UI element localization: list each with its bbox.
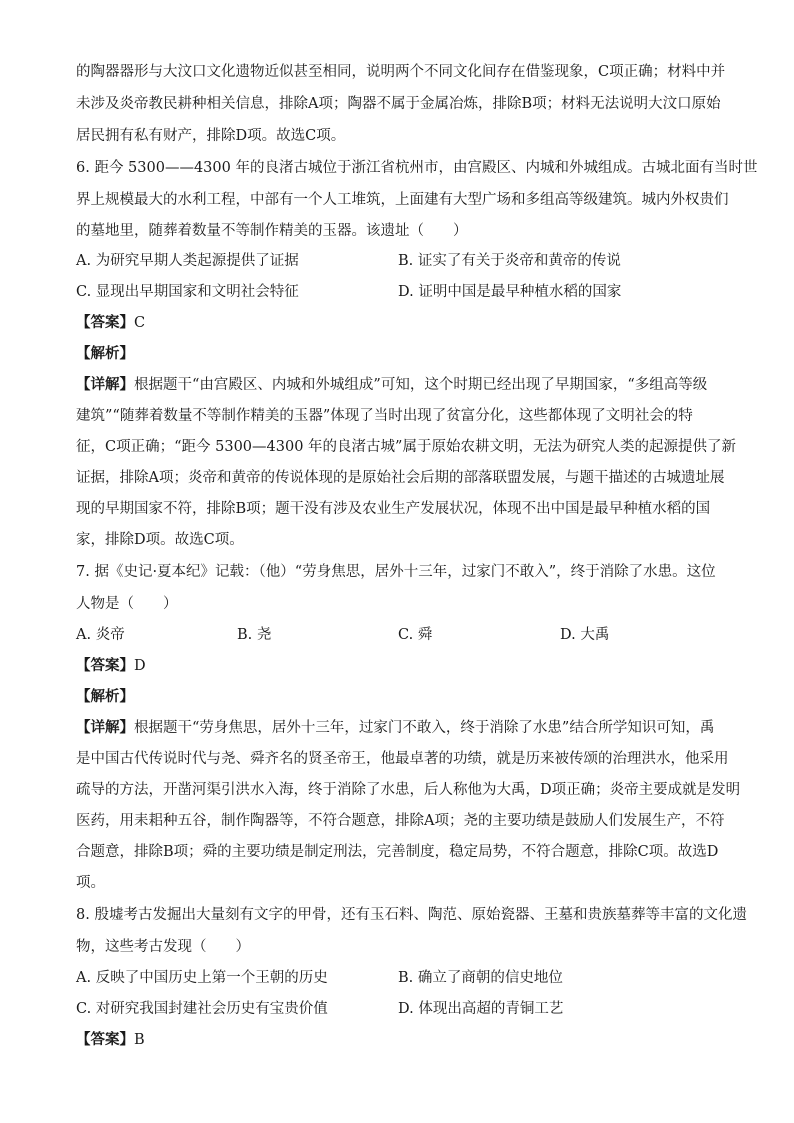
answer-tag: 【答案】 [76, 315, 134, 331]
answer-value: B [134, 1032, 145, 1048]
q8-stem-line-2: 物，这些考古发现（ ） [76, 939, 250, 955]
q6-answer [76, 313, 736, 333]
q6-detail-line-5: 现的早期国家不符，排除B项；题干没有涉及农业生产发展状况，体现不出中国是最早种植水稻的国 [76, 501, 711, 517]
q6-detail-line-4: 证据，排除A项；炎帝和黄帝的传说体现的是原始社会后期的部落联盟发展，与题干描述的古城遗址展 [76, 470, 725, 486]
q7-detail-line-4: 医药，用耒耜种五谷，制作陶器等，不符合题意，排除A项；尧的主要功绩是鼓励人们发展生产，不符 [76, 813, 725, 829]
q6-detail-line-1 [76, 375, 736, 395]
detail-text: 根据题干“由宫殿区、内城和外城组成”可知，这个时期已经出现了早期国家，“多组高等级 [134, 377, 708, 393]
q7-detail-line-2: 是中国古代传说时代与尧、舜齐名的贤圣帝王，他最卓著的功绩，就是历来被传颂的治理洪水，他采用 [76, 751, 729, 767]
q7-detail-line-6: 项。 [76, 875, 105, 891]
q6-detail-line-3: 征，C项正确；“距今 5300—4300 年的良渚古城”属于原始农耕文明，无法为研究人类的起源提供了新 [76, 439, 736, 455]
q6-stem-line-2: 界上规模最大的水利工程，中部有一个人工堆筑，上面建有大型广场和多组高等级建筑。城内外权贵们 [76, 192, 729, 208]
q7-analysis-heading [76, 687, 736, 707]
q6-stem-line-1: 6. 距今 5300——4300 年的良渚古城位于浙江省杭州市，由宫殿区、内城和外城组成。古城北面有当时世 [76, 160, 758, 176]
q8-option-b: B. 确立了商朝的信史地位 [398, 970, 563, 986]
detail-tag: 【详解】 [76, 720, 134, 736]
q7-stem-line-1: 7. 据《史记·夏本纪》记载：（他）“劳身焦思，居外十三年，过家门不敢入”，终于消除了水患。这位 [76, 564, 716, 580]
analysis-tag: 【解析】 [76, 689, 134, 705]
prev-analysis-line-2: 未涉及炎帝教民耕种相关信息，排除A项；陶器不属于金属冶炼，排除B项；材料无法说明大汶口原始 [76, 96, 721, 112]
q6-detail-line-6: 家，排除D项。故选C项。 [76, 532, 244, 548]
answer-value: C [134, 315, 146, 331]
answer-tag: 【答案】 [76, 658, 134, 674]
q6-stem-line-3: 的墓地里，随葬着数量不等制作精美的玉器。该遗址（ ） [76, 223, 468, 239]
q8-option-a: A. 反映了中国历史上第一个王朝的历史 [76, 970, 328, 986]
analysis-tag: 【解析】 [76, 346, 134, 362]
q7-detail-line-3: 疏导的方法，开凿河渠引洪水入海，终于消除了水患，后人称他为大禹，D项正确；炎帝主要成就是发明 [76, 782, 741, 798]
q8-option-d: D. 体现出高超的青铜工艺 [398, 1001, 564, 1017]
answer-tag: 【答案】 [76, 1032, 134, 1048]
q8-option-c: C. 对研究我国封建社会历史有宝贵价值 [76, 1001, 328, 1017]
detail-text: 根据题干“劳身焦思，居外十三年，过家门不敢入，终于消除了水患”结合所学知识可知，禹 [134, 720, 715, 736]
q8-answer [76, 1030, 736, 1050]
q7-option-a: A. 炎帝 [76, 627, 125, 643]
q7-answer [76, 656, 736, 676]
q6-option-b: B. 证实了有关于炎帝和黄帝的传说 [398, 253, 621, 269]
answer-value: D [134, 658, 146, 674]
q6-option-d: D. 证明中国是最早种植水稻的国家 [398, 284, 622, 300]
q6-option-c: C. 显现出早期国家和文明社会特征 [76, 284, 299, 300]
prev-analysis-line-1: 的陶器器形与大汶口文化遗物近似甚至相同，说明两个不同文化间存在借鉴现象，C项正确；材料中并 [76, 64, 726, 80]
q6-detail-line-2: 建筑”“随葬着数量不等制作精美的玉器”体现了当时出现了贫富分化，这些都体现了文明社会的特 [76, 408, 693, 424]
q7-detail-line-1 [76, 718, 736, 738]
q7-option-b: B. 尧 [237, 627, 272, 643]
q7-option-d: D. 大禹 [560, 627, 610, 643]
detail-tag: 【详解】 [76, 377, 134, 393]
prev-analysis-line-3: 居民拥有私有财产，排除D项。故选C项。 [76, 128, 346, 144]
q7-option-c: C. 舜 [398, 627, 433, 643]
q7-detail-line-5: 合题意，排除B项；舜的主要功绩是制定刑法，完善制度，稳定局势，不符合题意，排除C项。故选D [76, 844, 719, 860]
q6-analysis-heading [76, 344, 736, 364]
q7-stem-line-2: 人物是（ ） [76, 596, 178, 612]
q6-option-a: A. 为研究早期人类起源提供了证据 [76, 253, 299, 269]
q8-stem-line-1: 8. 殷墟考古发掘出大量刻有文字的甲骨，还有玉石料、陶范、原始瓷器、王墓和贵族墓葬等丰富的文化遗 [76, 907, 747, 923]
